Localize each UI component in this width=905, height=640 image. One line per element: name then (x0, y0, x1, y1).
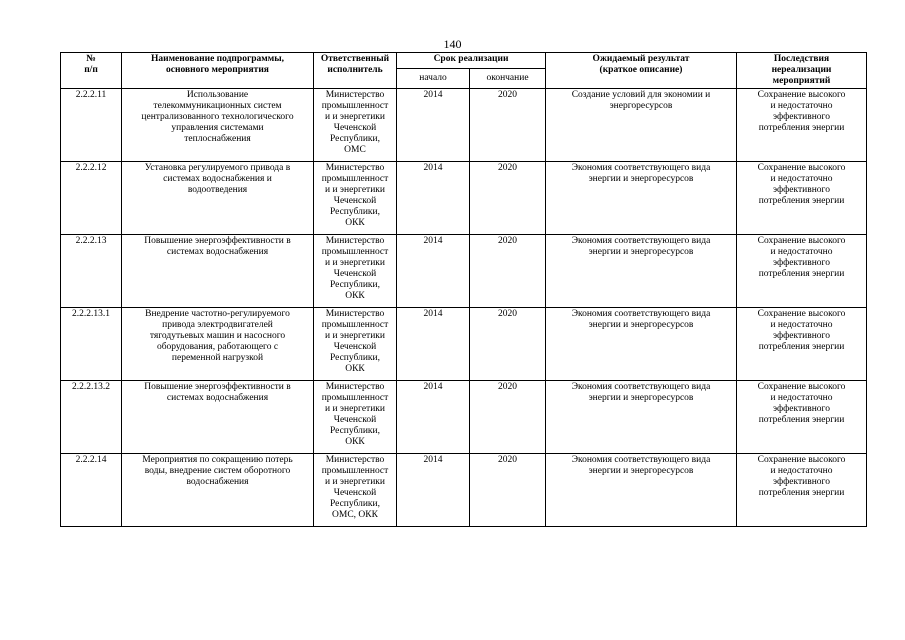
header-name: Наименование подпрограммы, основного мероприятия (122, 53, 314, 89)
cell-consequences (737, 235, 867, 308)
cell-line: Повышение энергоэффективности в (144, 382, 291, 392)
cell-line: энергии и энергоресурсов (588, 174, 694, 184)
cell-line: и и энергетики (325, 258, 385, 268)
cell-name (122, 162, 314, 235)
cell-name (122, 381, 314, 454)
cell-line: Министерство (325, 90, 385, 100)
cell-start: 2014 (397, 381, 470, 454)
header-num: № п/п (61, 53, 122, 89)
cell-line: энергии и энергоресурсов (588, 466, 694, 476)
cell-line: потребления энергии (758, 196, 845, 206)
cell-line: Сохранение высокого (757, 382, 846, 392)
cell-line: Чеченской (333, 342, 377, 352)
cell-line: промышленност (321, 320, 389, 330)
table-row (61, 381, 867, 454)
cell-line: системах водоснабжения и (163, 174, 272, 184)
cell-executor (314, 162, 397, 235)
cell-num: 2.2.2.13.2 (61, 381, 122, 454)
cell-num: 2.2.2.13 (61, 235, 122, 308)
cell-line: Повышение энергоэффективности в (144, 236, 291, 246)
cell-line: промышленност (321, 101, 389, 111)
cell-name (122, 308, 314, 381)
cell-line: Министерство (325, 163, 385, 173)
cell-line: Республики, (329, 499, 381, 509)
cell-result (546, 89, 737, 162)
cell-line: эффективного (773, 185, 830, 195)
cell-line: ОКК (345, 437, 365, 447)
cell-end: 2020 (470, 89, 546, 162)
cell-line: переменной нагрузкой (171, 353, 264, 363)
cell-line: Чеченской (333, 196, 377, 206)
cell-result (546, 235, 737, 308)
cell-line: теплоснабжения (184, 134, 251, 144)
cell-line: эффективного (773, 477, 830, 487)
cell-line: Чеченской (333, 488, 377, 498)
cell-end: 2020 (470, 162, 546, 235)
cell-line: Министерство (325, 309, 385, 319)
cell-line: Экономия соответствующего вида (571, 455, 711, 465)
cell-line: и и энергетики (325, 404, 385, 414)
cell-num: 2.2.2.14 (61, 454, 122, 527)
cell-start: 2014 (397, 308, 470, 381)
cell-start: 2014 (397, 162, 470, 235)
cell-result (546, 162, 737, 235)
cell-line: ОКК (345, 291, 365, 301)
cell-line: Сохранение высокого (757, 455, 846, 465)
cell-line: и и энергетики (325, 112, 385, 122)
header-period: Срок реализации (397, 53, 546, 69)
cell-line: Создание условий для экономии и (571, 90, 711, 100)
table-row (61, 454, 867, 527)
cell-line: и недостаточно (770, 247, 833, 257)
cell-line: телекоммуникационных систем (153, 101, 282, 111)
cell-line: Республики, (329, 207, 381, 217)
cell-line: водоснабжения (186, 477, 249, 487)
cell-line: промышленност (321, 247, 389, 257)
cell-line: энергии и энергоресурсов (588, 320, 694, 330)
cell-name (122, 89, 314, 162)
cell-line: потребления энергии (758, 123, 845, 133)
cell-line: Мероприятия по сокращению потерь (142, 455, 293, 465)
header-end: окончание (470, 69, 546, 89)
cell-line: Экономия соответствующего вида (571, 382, 711, 392)
cell-line: потребления энергии (758, 488, 845, 498)
table-row (61, 89, 867, 162)
cell-result (546, 308, 737, 381)
cell-executor (314, 235, 397, 308)
cell-line: и недостаточно (770, 101, 833, 111)
cell-line: Внедрение частотно-регулируемого (145, 309, 290, 319)
cell-line: Экономия соответствующего вида (571, 236, 711, 246)
header-consequences: Последствия нереализации мероприятий (737, 53, 867, 89)
cell-line: Чеченской (333, 415, 377, 425)
cell-line: управления системами (171, 123, 264, 133)
header-executor: Ответственный исполнитель (314, 53, 397, 89)
cell-line: Министерство (325, 382, 385, 392)
cell-consequences (737, 89, 867, 162)
cell-result (546, 381, 737, 454)
header-start: начало (397, 69, 470, 89)
cell-line: и и энергетики (325, 331, 385, 341)
cell-end: 2020 (470, 235, 546, 308)
cell-num: 2.2.2.12 (61, 162, 122, 235)
cell-line: Министерство (325, 455, 385, 465)
cell-line: Использование (186, 90, 249, 100)
cell-line: и недостаточно (770, 174, 833, 184)
cell-line: воды, внедрение систем оборотного (144, 466, 291, 476)
cell-line: потребления энергии (758, 342, 845, 352)
cell-start: 2014 (397, 235, 470, 308)
cell-line: водоотведения (187, 185, 248, 195)
table-row (61, 308, 867, 381)
cell-line: Чеченской (333, 269, 377, 279)
cell-executor (314, 308, 397, 381)
cell-line: энергии и энергоресурсов (588, 393, 694, 403)
cell-line: и недостаточно (770, 393, 833, 403)
table-row (61, 235, 867, 308)
cell-line: эффективного (773, 112, 830, 122)
cell-line: и и энергетики (325, 185, 385, 195)
cell-line: Сохранение высокого (757, 309, 846, 319)
cell-consequences (737, 308, 867, 381)
cell-line: и недостаточно (770, 320, 833, 330)
cell-start: 2014 (397, 89, 470, 162)
cell-line: системах водоснабжения (166, 393, 269, 403)
cell-line: промышленност (321, 466, 389, 476)
cell-consequences (737, 381, 867, 454)
header-result: Ожидаемый результат (краткое описание) (546, 53, 737, 89)
cell-line: эффективного (773, 331, 830, 341)
cell-line: эффективного (773, 258, 830, 268)
cell-num: 2.2.2.13.1 (61, 308, 122, 381)
cell-line: и недостаточно (770, 466, 833, 476)
cell-line: Экономия соответствующего вида (571, 309, 711, 319)
cell-line: промышленност (321, 174, 389, 184)
table-header (61, 53, 867, 89)
cell-line: энергии и энергоресурсов (588, 247, 694, 257)
cell-line: Республики, (329, 426, 381, 436)
cell-consequences (737, 454, 867, 527)
cell-line: ОМС (344, 145, 366, 155)
cell-line: потребления энергии (758, 269, 845, 279)
cell-line: Республики, (329, 134, 381, 144)
cell-executor (314, 454, 397, 527)
cell-line: Республики, (329, 353, 381, 363)
cell-num: 2.2.2.11 (61, 89, 122, 162)
cell-consequences (737, 162, 867, 235)
cell-line: Экономия соответствующего вида (571, 163, 711, 173)
cell-end: 2020 (470, 308, 546, 381)
cell-line: Чеченской (333, 123, 377, 133)
cell-line: промышленност (321, 393, 389, 403)
cell-line: Установка регулируемого привода в (144, 163, 291, 173)
cell-line: централизованного технологического (141, 112, 294, 122)
cell-line: оборудования, работающего с (156, 342, 279, 352)
cell-line: ОКК (345, 364, 365, 374)
cell-line: Сохранение высокого (757, 163, 846, 173)
table-body (61, 89, 867, 527)
cell-start: 2014 (397, 454, 470, 527)
table-row (61, 162, 867, 235)
cell-line: системах водоснабжения (166, 247, 269, 257)
cell-line: Республики, (329, 280, 381, 290)
cell-line: тягодутьевых машин и насосного (149, 331, 286, 341)
cell-executor (314, 381, 397, 454)
cell-line: и и энергетики (325, 477, 385, 487)
cell-name (122, 235, 314, 308)
cell-name (122, 454, 314, 527)
cell-line: Министерство (325, 236, 385, 246)
cell-line: ОКК (345, 218, 365, 228)
cell-end: 2020 (470, 381, 546, 454)
program-table (60, 52, 867, 527)
cell-line: ОМС, ОКК (332, 510, 378, 520)
cell-line: привода электродвигателей (162, 320, 273, 330)
cell-line: Сохранение высокого (757, 90, 846, 100)
cell-result (546, 454, 737, 527)
cell-line: эффективного (773, 404, 830, 414)
cell-executor (314, 89, 397, 162)
cell-end: 2020 (470, 454, 546, 527)
cell-line: потребления энергии (758, 415, 845, 425)
page-number: 140 (443, 37, 462, 51)
cell-line: Сохранение высокого (757, 236, 846, 246)
cell-line: энергоресурсов (609, 101, 673, 111)
